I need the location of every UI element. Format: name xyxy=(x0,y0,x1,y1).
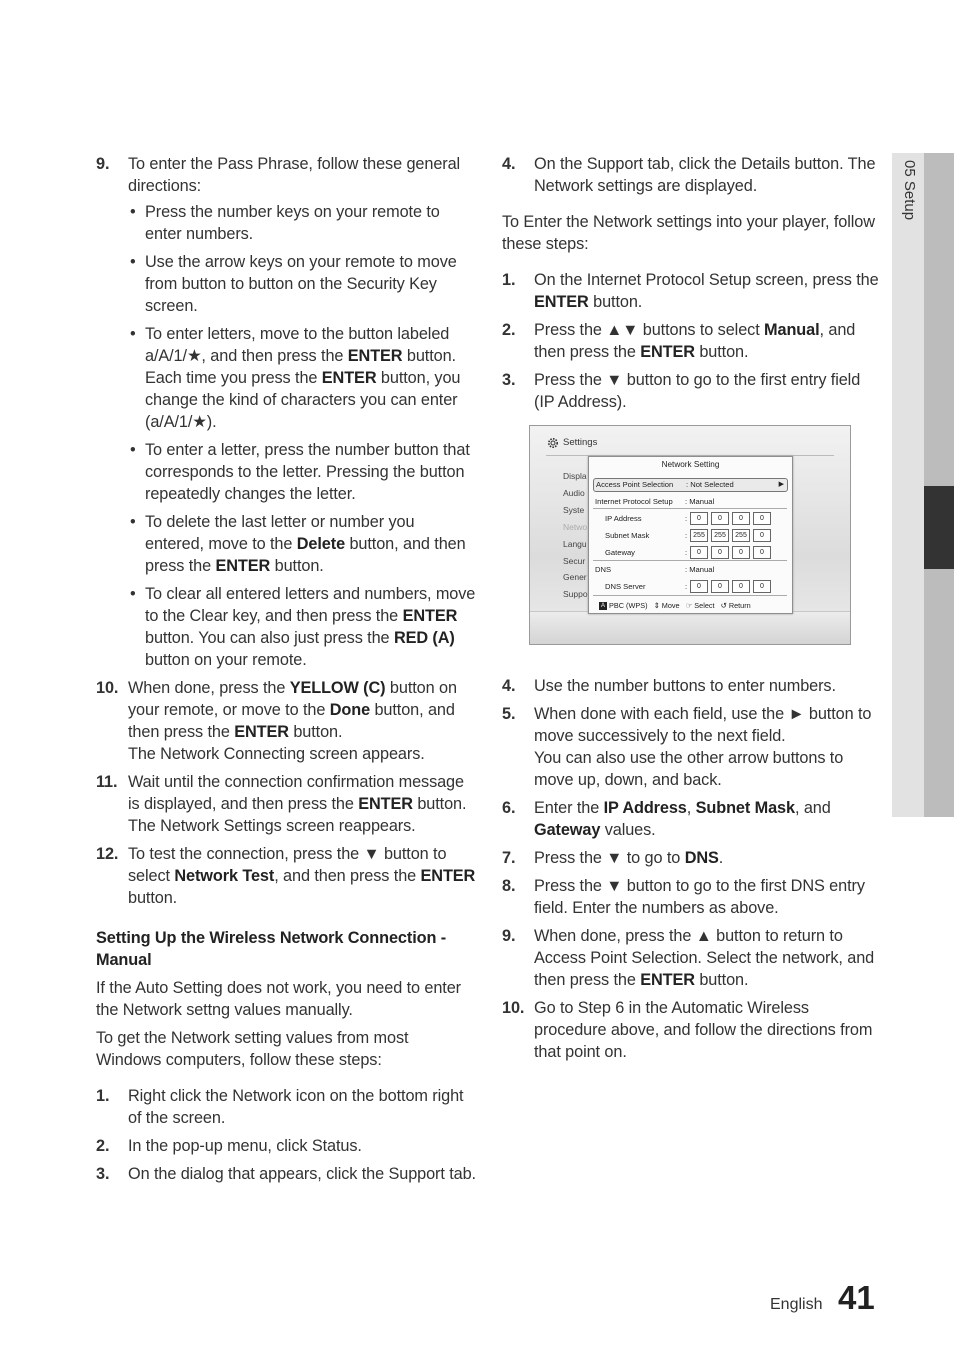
gateway-field[interactable]: 0 xyxy=(753,546,771,559)
keyword: Network Test xyxy=(174,867,275,885)
keyword: RED (A) xyxy=(393,629,455,647)
step-text: Press the ▲▼ buttons to select xyxy=(534,321,765,339)
bullet-text: To enter letters, move to the button labeled a/A/1/★, and then press the xyxy=(145,325,450,365)
gateway-fields[interactable] xyxy=(690,546,774,559)
ip-field[interactable]: 0 xyxy=(690,512,708,525)
bullet-item: • Press the number keys on your remote to enter numbers. xyxy=(130,203,440,243)
bullet-text: To delete the last letter or number you entered, move to the xyxy=(145,513,415,553)
step-number: 6. xyxy=(502,799,516,817)
field-label: Internet Protocol Setup xyxy=(595,497,673,506)
bullet-text: button. xyxy=(270,557,324,575)
list-item xyxy=(96,1085,476,1129)
keyword: Manual xyxy=(764,321,820,339)
keyword: Subnet Mask xyxy=(695,799,795,817)
gateway-field[interactable]: 0 xyxy=(690,546,708,559)
keyword: ENTER xyxy=(640,343,695,361)
bullet-text: To clear all entered letters and numbers, move to the Clear key, and then press the xyxy=(145,585,476,625)
bullet-item: • To delete the last letter or number you entered, move to the Delete button, and then press the ENTER button. xyxy=(130,513,466,575)
bullet-item: • To clear all entered letters and numbers, move to the Clear key, and then press the ENTER button. You can also just press the RED (A) button on your remote. xyxy=(130,585,476,669)
step-text: When done with each field, use the ► button to move successively to the next field. xyxy=(534,705,872,745)
select-icon: ☞ xyxy=(685,600,693,610)
keyword: IP Address xyxy=(603,799,687,817)
step-text: values. xyxy=(600,821,656,839)
list-item xyxy=(502,997,882,1063)
list-item xyxy=(502,703,882,791)
field-value[interactable]: : Manual xyxy=(685,565,715,574)
step-text: button. xyxy=(694,971,749,989)
keyword: YELLOW (C) xyxy=(289,679,386,697)
ip-field[interactable]: 0 xyxy=(753,512,771,525)
ip-field[interactable]: 0 xyxy=(711,512,729,525)
section-heading: Setting Up the Wireless Network Connection - Manual xyxy=(96,929,447,969)
field-separator: : xyxy=(685,514,688,523)
footer-hint: Return xyxy=(728,600,751,610)
list-item xyxy=(502,797,882,841)
subnet-field[interactable]: 255 xyxy=(690,529,708,542)
dns-field[interactable]: 0 xyxy=(753,580,771,593)
gateway-field[interactable]: 0 xyxy=(732,546,750,559)
list-item xyxy=(502,369,882,413)
step-text: Press the ▼ button to go to the first entry field (IP Address). xyxy=(534,371,861,411)
step-number: 9. xyxy=(96,155,110,173)
step-text: On the dialog that appears, click the Support tab. xyxy=(128,1165,476,1183)
field-label: DNS xyxy=(595,565,612,574)
keyword: Gateway xyxy=(534,821,601,839)
bullet-item: • Use the arrow keys on your remote to move from button to button on the Security Key screen. xyxy=(130,253,457,315)
field-value[interactable]: : Manual xyxy=(685,497,715,506)
bullet-text: Use the arrow keys on your remote to move from button to button on the Security Key screen. xyxy=(145,253,457,315)
bullet-text: button on your remote. xyxy=(145,651,307,669)
section-label: 05 Setup xyxy=(901,160,918,221)
dialog-title: Network Setting xyxy=(661,460,720,469)
step-text: , and then press the xyxy=(274,867,421,885)
subnet-field[interactable]: 0 xyxy=(753,529,771,542)
step-number: 4. xyxy=(502,155,516,173)
menu-item[interactable]: Netwo xyxy=(563,521,588,532)
list-item xyxy=(96,1163,476,1185)
list-item xyxy=(96,1135,476,1157)
settings-menu xyxy=(563,468,588,603)
step-text: When done, press the ▲ button to return to Access Point Selection. Select the network, and then press the xyxy=(534,927,875,989)
keyword: Done xyxy=(329,701,371,719)
list-item xyxy=(502,925,882,991)
step-text: , and then press the xyxy=(534,321,856,361)
keyword: ENTER xyxy=(347,347,403,365)
step-11 xyxy=(96,771,476,837)
step-text: To test the connection, press the ▼ button to select xyxy=(128,845,447,885)
step-text: , xyxy=(686,799,696,817)
step-number: 11. xyxy=(96,773,118,791)
step-text: button. xyxy=(694,343,749,361)
bullet-text: button, you change the kind of characters you can enter (a/A/1/★). xyxy=(145,369,461,431)
screen-title: Settings xyxy=(563,437,598,448)
menu-item[interactable]: Gener xyxy=(563,572,587,583)
step-number: 10. xyxy=(96,679,119,697)
dns-server-fields[interactable] xyxy=(690,580,774,593)
field-separator: : xyxy=(685,548,688,557)
list-item xyxy=(502,847,882,869)
dns-field[interactable]: 0 xyxy=(711,580,729,593)
step-text: When done, press the xyxy=(128,679,290,697)
subnet-field[interactable]: 255 xyxy=(732,529,750,542)
field-label: DNS Server xyxy=(605,582,646,591)
step-text: , and xyxy=(794,799,831,817)
step-text: button. The Network Settings screen reappears. xyxy=(128,795,467,835)
bullet-text: To enter a letter, press the number button that corresponds to the letter. Pressing the button repeatedly changes the letter. xyxy=(145,441,470,503)
step-text: Press the ▼ to go to xyxy=(534,849,685,867)
menu-item[interactable]: Audio xyxy=(563,487,585,498)
keyword: ENTER xyxy=(234,723,289,741)
step-text: button. xyxy=(288,723,343,741)
page-number: 41 xyxy=(838,1279,875,1316)
keyword: ENTER xyxy=(215,557,271,575)
step-number: 10. xyxy=(502,999,525,1017)
field-separator: : xyxy=(685,531,688,540)
footer-hint: Select xyxy=(694,600,715,610)
bullet-item: • To enter letters, move to the button labeled a/A/1/★, and then press the ENTER button. Each time you press the ENTER button, you change the kind of characters you can enter (a/A/1/★). xyxy=(130,325,461,431)
list-item xyxy=(502,319,882,363)
step-number: 1. xyxy=(96,1087,110,1105)
step-text: Use the number buttons to enter numbers. xyxy=(534,677,836,695)
step-number: 3. xyxy=(96,1165,110,1183)
keyword: ENTER xyxy=(420,867,476,885)
access-point-selection[interactable] xyxy=(593,478,788,492)
step-number: 12. xyxy=(96,845,119,863)
step-text: button. xyxy=(128,889,178,907)
step-text: On the Internet Protocol Setup screen, press the xyxy=(534,271,879,289)
keyword: ENTER xyxy=(402,607,458,625)
footer-hint: Move xyxy=(661,600,680,610)
step-text: Right click the Network icon on the bottom right of the screen. xyxy=(128,1087,464,1127)
move-icon: ⇕ xyxy=(653,600,660,610)
a-button-icon: A xyxy=(600,603,605,609)
keyword: DNS xyxy=(684,849,719,867)
right-column-bottom xyxy=(502,675,882,1069)
paragraph: To Enter the Network settings into your player, follow these steps: xyxy=(502,213,875,253)
keyword: ENTER xyxy=(358,795,413,813)
settings-screenshot xyxy=(529,425,851,645)
gateway-field[interactable]: 0 xyxy=(711,546,729,559)
field-label: Subnet Mask xyxy=(605,531,650,540)
step-text: button, and then press the xyxy=(128,701,455,741)
step-text: In the pop-up menu, click Status. xyxy=(128,1137,362,1155)
list-item xyxy=(502,875,882,919)
step-text: Press the ▼ button to go to the first DNS entry field. Enter the numbers as above. xyxy=(534,877,865,917)
bullet-text: Press the number keys on your remote to enter numbers. xyxy=(145,203,440,243)
network-setting-dialog xyxy=(588,456,793,614)
step-text: Enter the xyxy=(534,799,604,817)
step-12 xyxy=(96,843,476,909)
bullet-list xyxy=(128,201,476,671)
left-column xyxy=(96,153,476,1191)
step-note: The Network Connecting screen appears. xyxy=(128,745,425,763)
step-9 xyxy=(96,153,476,671)
step-number: 5. xyxy=(502,705,516,723)
dns-field[interactable]: 0 xyxy=(690,580,708,593)
footer-language: English xyxy=(770,1296,823,1313)
step-number: 8. xyxy=(502,877,516,895)
right-column-top xyxy=(502,153,882,419)
dns-field[interactable]: 0 xyxy=(732,580,750,593)
step-number: 7. xyxy=(502,849,516,867)
list-item xyxy=(502,675,882,697)
ip-address-fields[interactable] xyxy=(690,512,774,525)
step-text: button on your remote, or move to the xyxy=(128,679,457,719)
step-number: 2. xyxy=(502,321,516,339)
menu-item[interactable]: Secur xyxy=(563,555,586,566)
bullet-text: button. Each time you press the xyxy=(145,347,456,387)
paragraph: To get the Network setting values from most Windows computers, follow these steps: xyxy=(96,1029,409,1069)
sidebar-strip xyxy=(924,153,954,817)
paragraph: If the Auto Setting does not work, you need to enter the Network settng values manually. xyxy=(96,979,461,1019)
subnet-mask-fields[interactable] xyxy=(690,529,774,542)
step-number: 3. xyxy=(502,371,516,389)
menu-item[interactable]: Suppo xyxy=(563,589,588,600)
step-text: Go to Step 6 in the Automatic Wireless procedure above, and follow the directions from that point on. xyxy=(534,999,873,1061)
bullet-item: • To enter a letter, press the number button that corresponds to the letter. Pressing the button repeatedly changes the letter. xyxy=(130,441,470,503)
step-text: You can also use the other arrow buttons to move up, down, and back. xyxy=(534,749,844,789)
step-number: 2. xyxy=(96,1137,110,1155)
bullet-text: button. You can also just press the xyxy=(145,629,394,647)
ip-field[interactable]: 0 xyxy=(732,512,750,525)
keyword: ENTER xyxy=(321,369,377,387)
step-number: 4. xyxy=(502,677,516,695)
field-label: Gateway xyxy=(605,548,635,557)
field-value: : Not Selected xyxy=(686,480,734,489)
step-text: To enter the Pass Phrase, follow these general directions: xyxy=(128,155,461,195)
arrow-right-icon: ▶ xyxy=(778,481,784,488)
step-text: . xyxy=(718,849,724,867)
menu-item[interactable]: Syste xyxy=(563,504,585,515)
keyword: ENTER xyxy=(640,971,695,989)
sidebar-active-marker xyxy=(924,486,954,569)
return-icon: ↺ xyxy=(720,600,727,610)
step-text: Wait until the connection confirmation message is displayed, and then press the xyxy=(128,773,464,813)
keyword: Delete xyxy=(296,535,346,553)
step-number: 9. xyxy=(502,927,516,945)
dialog-footer xyxy=(599,601,751,610)
subnet-field[interactable]: 255 xyxy=(711,529,729,542)
menu-item[interactable]: Langu xyxy=(563,538,587,549)
list-item xyxy=(502,153,882,197)
field-label: IP Address xyxy=(605,514,642,523)
field-label: Access Point Selection xyxy=(596,480,674,489)
list-item xyxy=(502,269,882,313)
field-separator: : xyxy=(685,582,688,591)
menu-item[interactable]: Displa xyxy=(563,471,587,481)
keyword: ENTER xyxy=(534,293,589,311)
bullet-text: button, and then press the xyxy=(145,535,466,575)
step-10 xyxy=(96,677,476,765)
footer-hint: PBC (WPS) xyxy=(609,600,648,610)
step-text: button. xyxy=(588,293,643,311)
step-number: 1. xyxy=(502,271,516,289)
step-text: On the Support tab, click the Details button. The Network settings are displayed. xyxy=(534,155,876,195)
gear-icon xyxy=(547,437,559,449)
